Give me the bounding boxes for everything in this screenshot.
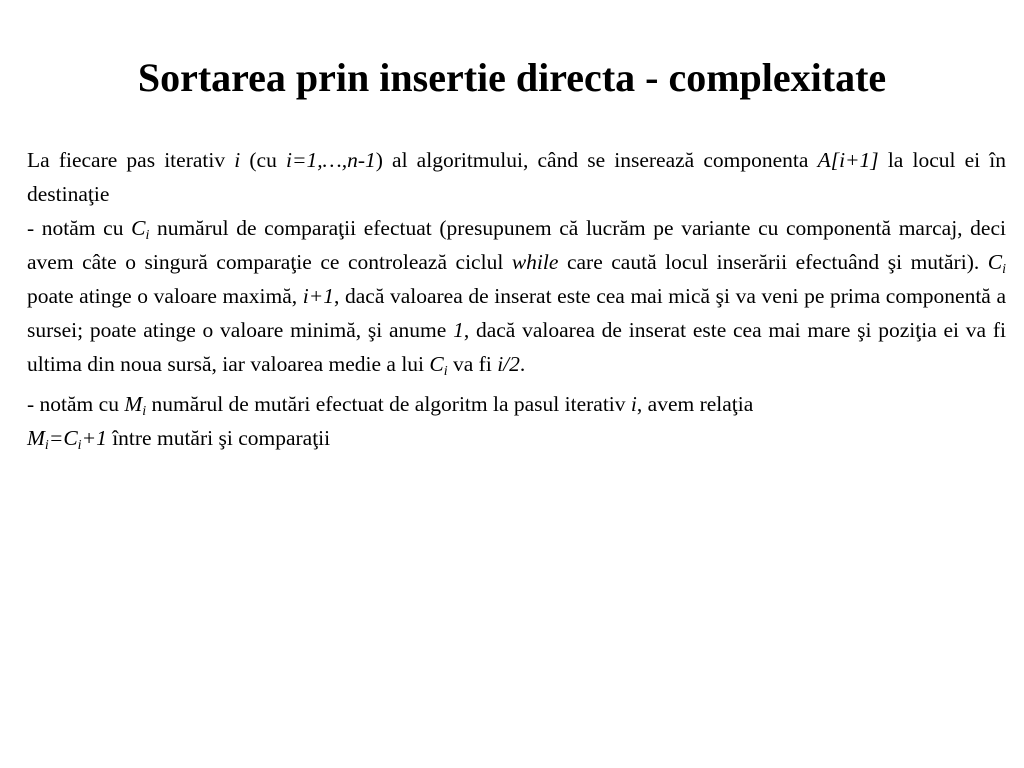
italic-var: i <box>630 392 637 416</box>
paragraph-moves <box>27 387 1006 455</box>
formula-plus-one: +1 <box>81 426 107 450</box>
italic-max: i+1 <box>302 284 334 308</box>
text-span: la locul ei în destinaţie <box>27 148 1006 206</box>
subscript-i: i <box>145 228 150 243</box>
text-span: - notăm cu <box>27 392 125 416</box>
subscript-i: i <box>1002 262 1006 277</box>
symbol-c: C <box>429 352 444 376</box>
text-span: . <box>519 352 526 376</box>
symbol-c: C <box>987 250 1003 274</box>
text-span: (cu <box>240 148 286 172</box>
italic-while: while <box>511 250 559 274</box>
subscript-i: i <box>142 404 147 419</box>
subscript-i: i <box>44 438 49 453</box>
subscript-i: i <box>77 438 82 453</box>
paragraph-iteration <box>27 143 1006 211</box>
slide-title: Sortarea prin insertie directa - complexitate <box>137 55 887 100</box>
subscript-i: i <box>443 364 448 379</box>
symbol-m: M <box>124 392 143 416</box>
formula-m: M <box>27 426 45 450</box>
italic-min: 1 <box>453 318 464 342</box>
italic-range: i=1,…,n-1 <box>285 148 376 172</box>
italic-var: i <box>234 148 241 172</box>
paragraph-comparisons <box>27 211 1006 381</box>
text-span: va fi <box>447 352 498 376</box>
text-span: între mutări şi comparaţii <box>106 426 331 450</box>
formula-eq-c: =C <box>48 426 78 450</box>
text-span: La fiecare pas iterativ <box>27 148 235 172</box>
text-span: poate atinge o valoare maximă, <box>27 284 303 308</box>
text-span: , dacă valoarea de inserat este cea mai mică şi va veni pe prima componentă a sursei; poate atinge o valoare minimă, şi anume <box>27 284 1007 342</box>
italic-avg: i/2 <box>497 352 520 376</box>
symbol-c: C <box>131 216 146 240</box>
text-span: care caută locul inserării efectuând şi mutări). <box>558 250 988 274</box>
text-span: ) al algoritmului, când se inserează componenta <box>375 148 818 172</box>
text-span: , dacă valoarea de inserat este cea mai mare şi poziţia ei va fi ultima din noua sursă, iar valoarea medie a lui <box>27 318 1006 376</box>
text-span: numărul de mutări efectuat de algoritm la pasul iterativ <box>146 392 631 416</box>
text-span: - notăm cu <box>27 216 132 240</box>
italic-component: A[i+1] <box>817 148 879 172</box>
slide-body <box>27 143 1006 455</box>
text-span: , avem relaţia <box>636 392 754 416</box>
text-span: numărul de comparaţii efectuat (presupunem că lucrăm pe variante cu componentă marcaj, deci avem câte o singură comparaţie ce controlează ciclul <box>27 216 1006 274</box>
